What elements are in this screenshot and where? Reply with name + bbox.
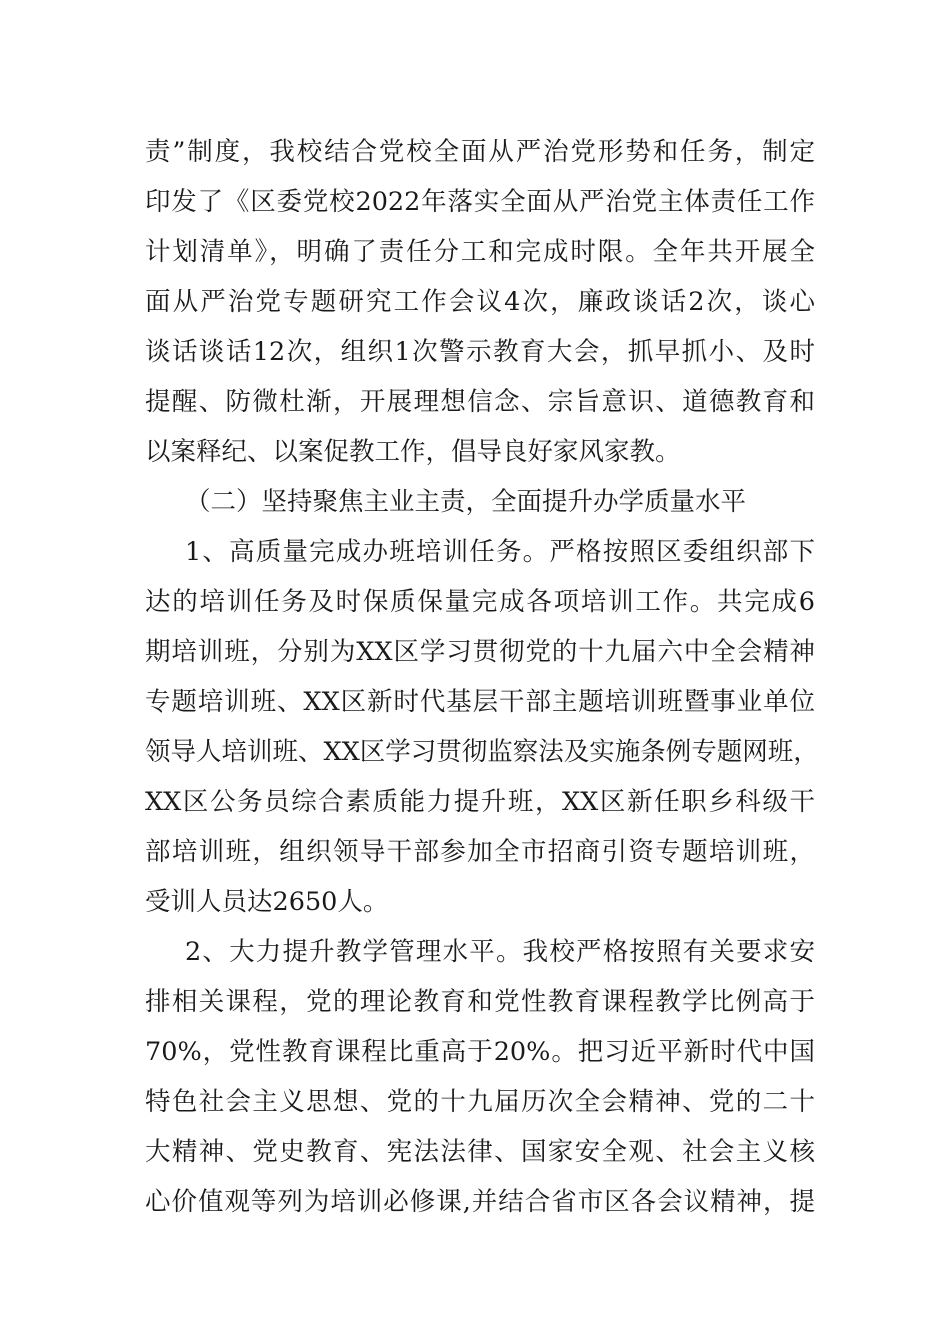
body-text-line: 70%，党性教育课程比重高于20%。把习近平新时代中国 <box>145 1037 815 1067</box>
body-text-line: 谈话谈话12次，组织1次警示教育大会，抓早抓小、及时 <box>145 337 815 367</box>
body-text-line: 责”制度，我校结合党校全面从严治党形势和任务，制定 <box>145 137 815 167</box>
body-text-line: 1、高质量完成办班培训任务。严格按照区委组织部下 <box>185 537 815 567</box>
body-text-line: 达的培训任务及时保质保量完成各项培训工作。共完成6 <box>145 587 815 617</box>
body-text-line: 面从严治党专题研究工作会议4次，廉政谈话2次，谈心 <box>145 287 815 317</box>
body-text-line: 专题培训班、XX区新时代基层干部主题培训班暨事业单位 <box>145 687 815 717</box>
body-text-line: 期培训班，分别为XX区学习贯彻党的十九届六中全会精神 <box>145 637 815 667</box>
body-text-line: XX区公务员综合素质能力提升班，XX区新任职乡科级干 <box>145 787 815 817</box>
body-text-line: 部培训班，组织领导干部参加全市招商引资专题培训班， <box>145 837 815 867</box>
section-heading: （二）坚持聚焦主业主责，全面提升办学质量水平 <box>185 487 747 517</box>
body-text-line: 计划清单》，明确了责任分工和完成时限。全年共开展全 <box>145 237 815 267</box>
body-text-line: 以案释纪、以案促教工作，倡导良好家风家教。 <box>145 437 681 467</box>
body-text-line: 提醒、防微杜渐，开展理想信念、宗旨意识、道德教育和 <box>145 387 815 417</box>
body-text-line: 受训人员达2650人。 <box>145 887 389 917</box>
body-text-line: 2、大力提升教学管理水平。我校严格按照有关要求安 <box>185 937 815 967</box>
body-text-line: 排相关课程，党的理论教育和党性教育课程教学比例高于 <box>145 987 815 1017</box>
body-text-line: 特色社会主义思想、党的十九届历次全会精神、党的二十 <box>145 1087 815 1117</box>
body-text-line: 大精神、党史教育、宪法法律、国家安全观、社会主义核 <box>145 1137 815 1167</box>
body-text-line: 印发了《区委党校2022年落实全面从严治党主体责任工作 <box>145 187 815 217</box>
body-text-line: 领导人培训班、XX区学习贯彻监察法及实施条例专题网班， <box>145 737 819 767</box>
body-text-line: 心价值观等列为培训必修课,并结合省市区各会议精神，提 <box>145 1187 815 1217</box>
